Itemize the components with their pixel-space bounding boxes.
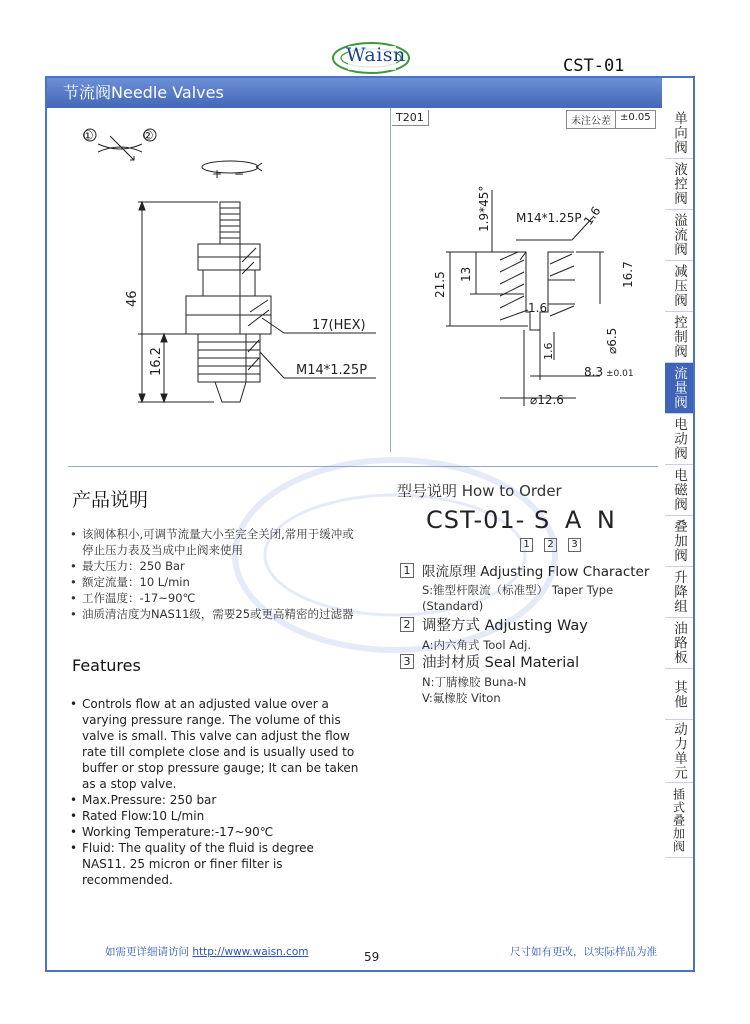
product-list (70, 526, 360, 622)
order-item-2 (400, 614, 662, 653)
website-link[interactable]: http://www.waisn.com (192, 946, 309, 958)
hex-label: 17(HEX) (312, 318, 366, 333)
order-item-num: 3 (400, 654, 414, 669)
order-item-num: 2 (400, 617, 414, 632)
tolerance-box (566, 110, 656, 129)
tab-label: 电动阀 (671, 417, 687, 461)
dim-lower: 16.2 (149, 347, 164, 376)
dim-215: 21.5 (433, 271, 447, 298)
tab-category[interactable] (665, 516, 693, 567)
order-item-title: 调整方式 Adjusting Way (422, 618, 588, 634)
footer-disclaimer: 尺寸如有更改，以实际样品为准 (510, 946, 657, 958)
tab-category[interactable] (665, 261, 693, 312)
order-heading: 型号说明 How to Order (397, 482, 562, 500)
tab-label: 其他 (671, 679, 687, 709)
feature-item: • Rated Flow:10 L/min (70, 808, 360, 824)
tab-label: 插式叠加阀 (671, 787, 686, 853)
dim-83-tol: ±0.01 (606, 369, 634, 379)
tab-category[interactable] (665, 783, 693, 858)
chamfer-dim: 1.9*45° (477, 185, 491, 232)
drawing-divider (390, 108, 391, 452)
valve-drawing (70, 112, 388, 457)
tab-label: 动力单元 (671, 722, 687, 780)
section-title-bar (47, 78, 662, 108)
tolerance-label: 未注公差 (571, 116, 611, 127)
tab-label: 液控阀 (671, 162, 687, 206)
model-options: S A N (533, 506, 619, 534)
dim-13: 13 (459, 266, 473, 282)
order-item-title: 油封材质 Seal Material (422, 655, 580, 671)
section-title: 节流阀Needle Valves (63, 83, 224, 102)
product-item: • 工作温度：-17~90℃ (70, 590, 360, 606)
tab-label: 升降组 (671, 570, 687, 614)
port-drawing (400, 170, 660, 410)
tab-label: 溢流阀 (671, 213, 687, 257)
tab-label: 流量阀 (671, 366, 687, 410)
tab-category[interactable] (665, 465, 693, 516)
feature-item: • Controls flow at an adjusted value over a varying pressure range. The volume of this valve is small. This valve can adjust the flow rate till complete close and is usually used to buffer or stop pressure gauge; It can be taken as a stop valve. (70, 696, 360, 792)
d16-mid: 1.6 (528, 301, 548, 315)
port-thread: M14*1.25P (516, 211, 582, 225)
tab-category[interactable] (665, 414, 693, 465)
tab-label: 电磁阀 (671, 468, 687, 512)
index-3: 3 (568, 538, 581, 552)
dia126: ⌀12.6 (530, 393, 564, 407)
dim-167: 16.7 (621, 261, 635, 288)
feature-item: • Working Temperature:-17~90℃ (70, 824, 360, 840)
footer-info (105, 944, 308, 959)
product-heading: 产品说明 (72, 489, 149, 511)
d16-low: 1.6 (542, 342, 555, 360)
feature-item: • Fluid: The quality of the fluid is degree NAS11. 25 micron or finer filter is recommended. (70, 840, 360, 888)
order-item-3 (400, 651, 662, 706)
tolerance-value: ±0.05 (615, 111, 655, 128)
tab-category[interactable] (665, 159, 693, 210)
product-item: • 油质清洁度为NAS11级，需要25或更高精密的过滤器 (70, 606, 360, 622)
model-prefix: CST-01- (426, 506, 526, 534)
tab-category[interactable] (665, 567, 693, 618)
tab-label: 减压阀 (671, 264, 687, 308)
minus-label: − (234, 167, 245, 181)
dim-83: 8.3 (584, 365, 604, 379)
tab-category[interactable] (665, 363, 693, 414)
features-list (70, 696, 360, 888)
tab-label: 叠加阀 (671, 519, 687, 563)
order-item-1 (400, 560, 662, 614)
tab-category[interactable] (665, 720, 693, 783)
order-item-title: 限流原理 Adjusting Flow Character (422, 564, 650, 580)
order-item-line: S:锥型杆限流（标准型） Taper Type (422, 583, 614, 597)
page-number: 59 (364, 950, 380, 964)
product-item: • 额定流量：10 L/min (70, 574, 360, 590)
order-item-line: N:丁腈橡胶 Buna-N (422, 675, 527, 689)
model-code (426, 506, 619, 534)
tab-label: 油路板 (671, 621, 687, 665)
features-heading: Features (72, 656, 141, 675)
category-tabs (665, 108, 693, 858)
tab-label: 单向阀 (671, 111, 687, 155)
order-item-num: 1 (400, 563, 414, 578)
d16-top: 1.6 (580, 204, 604, 228)
tab-label: 控制阀 (671, 315, 687, 359)
index-1: 1 (520, 538, 533, 552)
port1-label: ① (82, 129, 94, 144)
order-item-line: (Standard) (422, 599, 484, 613)
product-item: • 最大压力：250 Bar (70, 558, 360, 574)
tab-category[interactable] (665, 312, 693, 363)
thread-label: M14*1.25P (296, 363, 368, 378)
order-item-line: V:氟橡胶 Viton (422, 691, 501, 705)
drawing-code: T201 (392, 110, 429, 126)
feature-item: • Max.Pressure: 250 bar (70, 792, 360, 808)
page-code: CST-01 (563, 56, 625, 76)
tab-category[interactable] (665, 108, 693, 159)
tab-category[interactable] (665, 669, 693, 720)
footer-left-text: 如需更详细请访问 (105, 946, 193, 958)
order-item-line: A:内六角式 Tool Adj. (422, 638, 532, 652)
plus-label: + (212, 167, 223, 181)
dia65: ⌀6.5 (605, 327, 619, 354)
brand-name: Waisn (346, 44, 406, 66)
product-item: • 该阀体积小,可调节流量大小至完全关闭,常用于缓冲或停止压力表及当成中止阀来使用 (70, 526, 360, 558)
dim-total: 46 (125, 290, 140, 307)
port2-label: ② (142, 129, 154, 144)
tab-category[interactable] (665, 210, 693, 261)
tab-category[interactable] (665, 618, 693, 669)
index-2: 2 (544, 538, 557, 552)
